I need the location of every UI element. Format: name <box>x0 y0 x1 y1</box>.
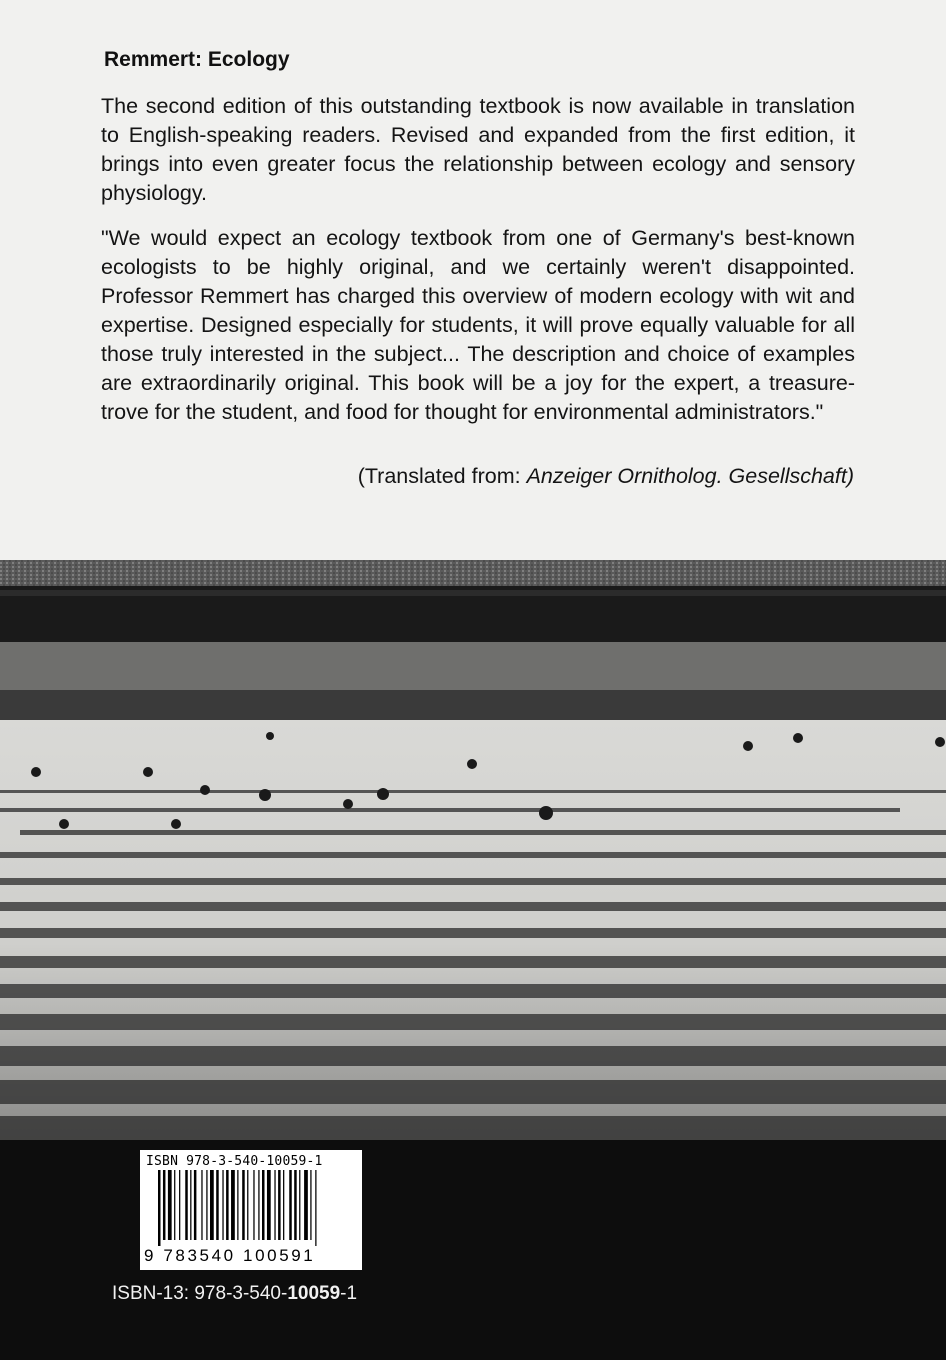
barcode-isbn-text: ISBN 978-3-540-10059-1 <box>146 1154 323 1169</box>
attribution-source: Anzeiger Ornitholog. Gesellschaft) <box>526 464 854 488</box>
review-attribution <box>358 464 854 489</box>
isbn-13-line <box>112 1283 357 1305</box>
description-paragraph: The second edition of this outstanding textbook is now available in translation to English-speaking readers. Revised and expanded from the first edition, it brings into even greater focus the relationship between ecology and sensory physiology. <box>101 94 855 205</box>
blurb-panel <box>0 0 946 560</box>
barcode-label <box>140 1150 362 1270</box>
barcode-digits: 9 783540 100591 <box>144 1246 316 1265</box>
review-quote: "We would expect an ecology textbook from one of Germany's best-known ecologists to be highly original, and we certainly weren't disappointed. Professor Remmert has charged this overview of modern ecology with wit and expertise. Designed especially for students, it will prove equally valuable for all those truly interested in the subject... The description and choice of examples are extraordinarily original. This book will be a joy for the expert, a treasure-trove for the student, and food for thought for environmental administrators." <box>101 226 855 424</box>
isbn-13-suffix: -1 <box>340 1283 358 1304</box>
attribution-prefix: (Translated from: <box>357 464 521 488</box>
barcode-bars <box>140 1168 362 1248</box>
isbn-13-bold: 10059 <box>287 1283 341 1304</box>
isbn-13-prefix: ISBN-13: 978-3-540- <box>112 1283 288 1304</box>
book-title: Remmert: Ecology <box>104 48 290 71</box>
